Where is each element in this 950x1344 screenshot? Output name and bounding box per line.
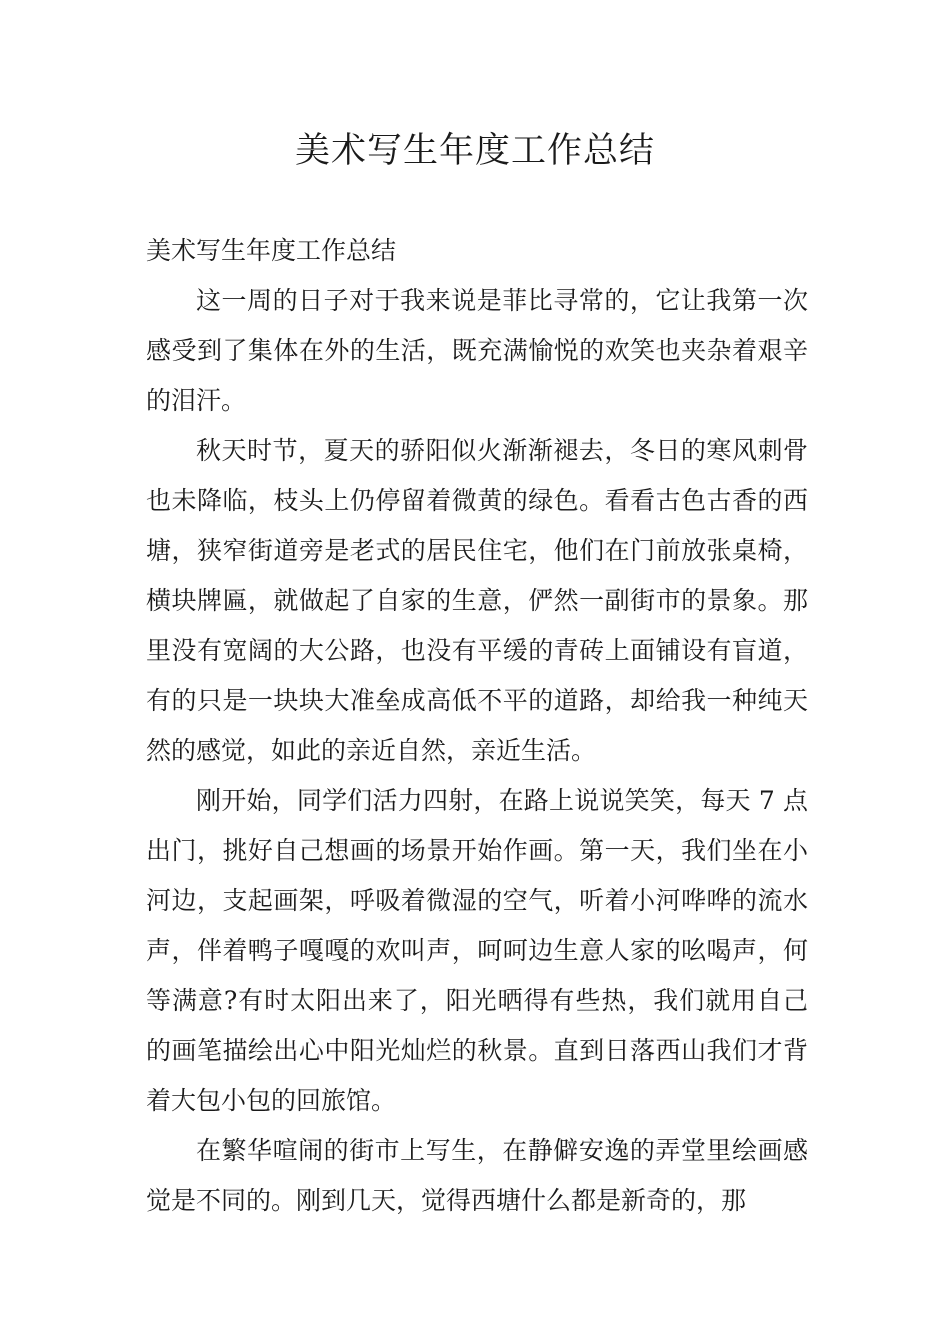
paragraph-2: 秋天时节，夏天的骄阳似火渐渐褪去，冬日的寒风刺骨也未降临，枝头上仍停留着微黄的绿色。看看古色古香的西塘，狭窄街道旁是老式的居民住宅，他们在门前放张桌椅，横块牌匾，就做起了自家的生意，俨然一副街市的景象。那里没有宽阔的大公路，也没有平缓的青砖上面铺设有盲道，有的只是一块块大准垒成高低不平的道路，却给我一种纯天然的感觉，如此的亲近自然，亲近生活。 bbox=[146, 436, 808, 765]
paragraph-1: 这一周的日子对于我来说是菲比寻常的，它让我第一次感受到了集体在外的生活，既充满愉悦的欢笑也夹杂着艰辛的泪汗。 bbox=[146, 286, 808, 415]
document-body bbox=[146, 226, 808, 1226]
document-title: 美术写生年度工作总结 bbox=[294, 131, 655, 171]
paragraph-4: 在繁华喧闹的街市上写生，在静僻安逸的弄堂里绘画感觉是不同的。刚到几天，觉得西塘什么都是新奇的，那 bbox=[146, 1136, 808, 1215]
paragraph-3: 刚开始，同学们活力四射，在路上说说笑笑，每天 7 点出门，挑好自己想画的场景开始作画。第一天，我们坐在小河边，支起画架，呼吸着微湿的空气，听着小河哗哗的流水声，伴着鸭子嘎嘎的欢叫声，呵呵边生意人家的吆喝声，何等满意?有时太阳出来了，阳光晒得有些热，我们就用自己的画笔描绘出心中阳光灿烂的秋景。直到日落西山我们才背着大包小包的回旅馆。 bbox=[146, 786, 808, 1115]
document-subtitle: 美术写生年度工作总结 bbox=[146, 236, 397, 265]
